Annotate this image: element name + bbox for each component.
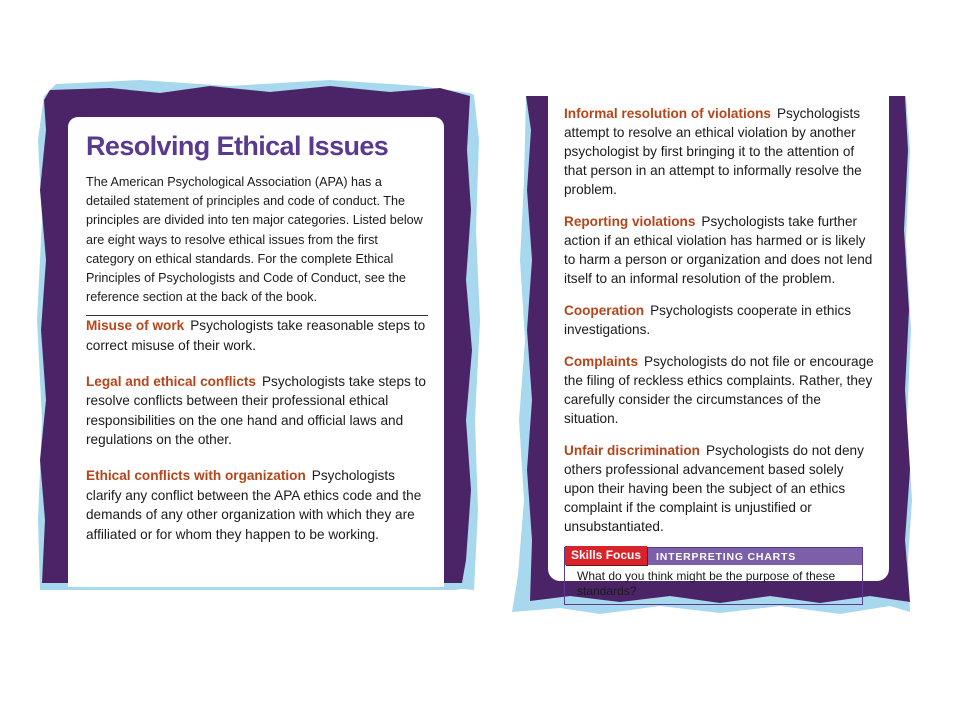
entry-text: Psychologists clarify any conflict between the APA ethics code and the demands of any other organization with which they are affiliated or for whom they happen to be working. [86, 467, 422, 542]
skills-focus-header [565, 548, 862, 565]
entry-unfair-discrimination [564, 441, 875, 536]
entry-misuse-of-work [86, 316, 428, 355]
entry-text: Psychologists do not file or encourage the filing of reckless ethics complaints. Rather, they carefully consider the circumstances of the situation. [564, 354, 874, 426]
entry-heading: Ethical conflicts with organization [86, 467, 306, 483]
entry-text: Psychologists take further action if an ethical violation has harmed or is likely to harm a person or organization and does not lend itself to an informal resolution of the problem. [564, 214, 873, 286]
entry-heading: Unfair discrimination [564, 443, 700, 458]
left-page-panel [68, 117, 444, 587]
entry-reporting-violations [564, 212, 875, 288]
entry-heading: Legal and ethical conflicts [86, 373, 256, 389]
entry-text: Psychologists take steps to resolve conflicts between their professional ethical responsibilities on the one hand and official laws and regulations on the other. [86, 373, 426, 448]
page-title: Resolving Ethical Issues [86, 131, 389, 161]
entry-text: Psychologists cooperate in ethics investigations. [564, 303, 852, 337]
entry-ethical-conflicts-with-organization [86, 466, 428, 544]
entry-heading: Complaints [564, 354, 639, 369]
entry-heading: Cooperation [564, 303, 645, 318]
entry-text: Psychologists do not deny others professional advancement based solely upon their having been the subject of an ethics complaint if the complaint is unjustified or unsubstantiated. [564, 443, 864, 534]
skills-focus-badge: Skills Focus [565, 546, 647, 565]
entry-heading: Misuse of work [86, 318, 185, 334]
entry-heading: Reporting violations [564, 214, 696, 229]
skills-focus-question: What do you think might be the purpose of these standards? [577, 569, 836, 598]
entry-cooperation [564, 301, 875, 339]
entry-informal-resolution [564, 104, 875, 199]
skills-focus-label: INTERPRETING CHARTS [656, 550, 797, 563]
entry-complaints [564, 352, 875, 428]
right-page-panel [548, 96, 889, 598]
entry-text: Psychologists take reasonable steps to correct misuse of their work. [86, 318, 426, 354]
entry-heading: Informal resolution of violations [564, 106, 771, 121]
entry-text: Psychologists attempt to resolve an ethical violation by another psychologist by first bringing it to the attention of that person in an attempt to informally resolve the problem. [564, 106, 862, 197]
intro-paragraph: The American Psychological Association (APA) has a detailed statement of principles and code of conduct. The principles are divided into ten major categories. Listed below are eight ways to resolve ethical issues from the first category on ethical standards. For the complete Ethical Principles of Psychologists and Code of Conduct, see the reference section at the back of the book. [86, 173, 428, 316]
skills-focus-box [564, 547, 863, 605]
entry-legal-and-ethical-conflicts [86, 372, 428, 450]
